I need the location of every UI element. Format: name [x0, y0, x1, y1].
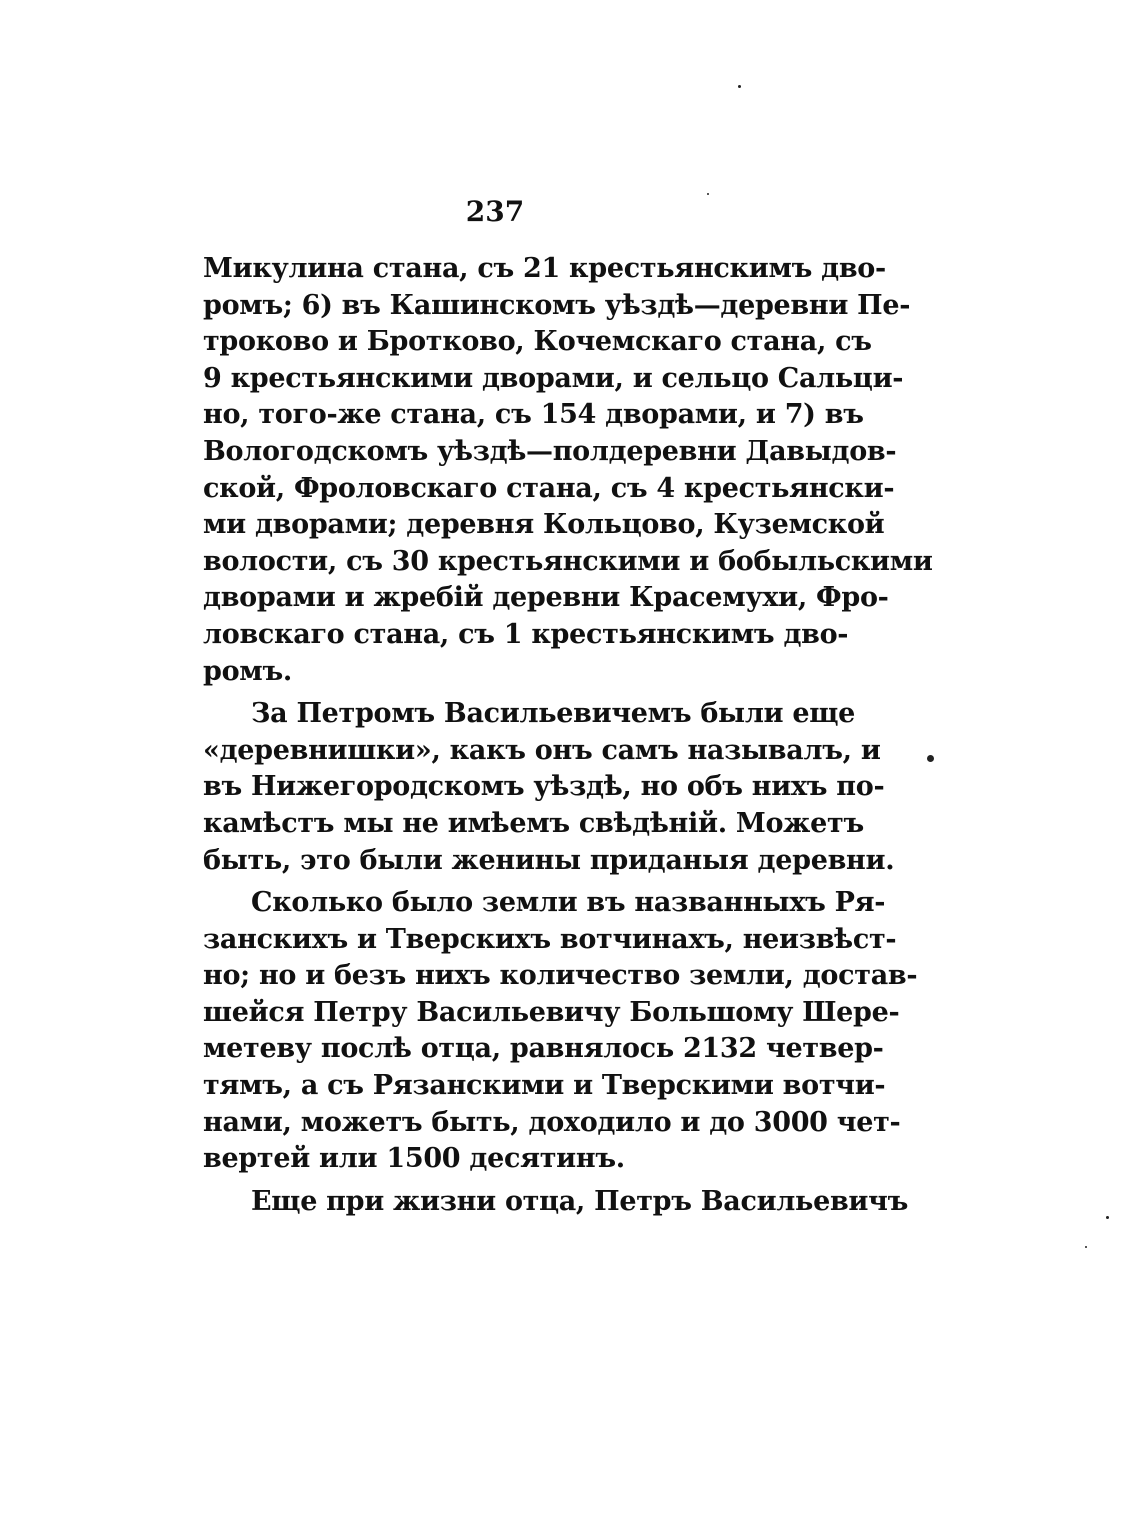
- text-line: ской, Фроловскаго стана, съ 4 крестьянски-: [203, 472, 895, 504]
- text-line: За Петромъ Васильевичемъ были еще: [251, 698, 856, 730]
- paragraph-1: [203, 251, 933, 690]
- text-line: «деревнишки», какъ онъ самъ называлъ, и: [203, 734, 881, 766]
- text-line: Сколько было земли въ названныхъ Ря-: [251, 887, 886, 919]
- text-line: вертей или 1500 десятинъ.: [203, 1143, 625, 1175]
- text-line: 9 крестьянскими дворами, и сельцо Сальци-: [203, 362, 904, 394]
- paragraph-4: [203, 1184, 909, 1221]
- text-line: ми дворами; деревня Кольцово, Куземской: [203, 509, 885, 541]
- text-line: занскихъ и Тверскихъ вотчинахъ, неизвѣст-: [203, 923, 897, 955]
- scan-speck: [738, 85, 741, 88]
- scan-speck: [1106, 1216, 1109, 1219]
- text-line: дворами и жребій деревни Красемухи, Фро-: [203, 582, 889, 614]
- text-line: нами, можетъ быть, доходило и до 3000 чет-: [203, 1106, 901, 1138]
- text-line: троково и Бротково, Кочемскаго стана, съ: [203, 326, 872, 358]
- text-line: въ Нижегородскомъ уѣздѣ, но объ нихъ по-: [203, 771, 885, 803]
- text-line: волости, съ 30 крестьянскими и бобыльскими: [203, 545, 933, 577]
- text-line: Вологодскомъ уѣздѣ—полдеревни Давыдов-: [203, 435, 897, 467]
- scan-speck: [927, 755, 934, 762]
- text-line: камѣстъ мы не имѣемъ свѣдѣній. Можетъ: [203, 807, 864, 839]
- paragraph-2: [203, 696, 895, 879]
- text-line: ромъ.: [203, 655, 292, 687]
- page-number: 237: [465, 195, 525, 228]
- paragraph-3: [203, 885, 918, 1178]
- text-line: тямъ, а съ Рязанскими и Тверскими вотчи-: [203, 1070, 886, 1102]
- text-line: ловскаго стана, съ 1 крестьянскимъ дво-: [203, 618, 849, 650]
- text-line: Микулина стана, съ 21 крестьянскимъ дво-: [203, 253, 886, 284]
- text-line: Еще при жизни отца, Петръ Васильевичъ: [251, 1185, 909, 1217]
- text-line: метеву послѣ отца, равнялось 2132 четвер-: [203, 1033, 884, 1065]
- text-line: ромъ; 6) въ Кашинскомъ уѣздѣ—деревни Пе-: [203, 289, 911, 321]
- scan-speck: [1085, 1246, 1087, 1248]
- body-text: [203, 251, 933, 1220]
- text-line: быть, это были женины приданыя деревни.: [203, 844, 895, 876]
- text-line: шейся Петру Васильевичу Большому Шере-: [203, 996, 900, 1028]
- text-line: но; но и безъ нихъ количество земли, достав-: [203, 960, 918, 992]
- text-line: но, того-же стана, съ 154 дворами, и 7) въ: [203, 399, 864, 431]
- scan-speck: [707, 193, 709, 195]
